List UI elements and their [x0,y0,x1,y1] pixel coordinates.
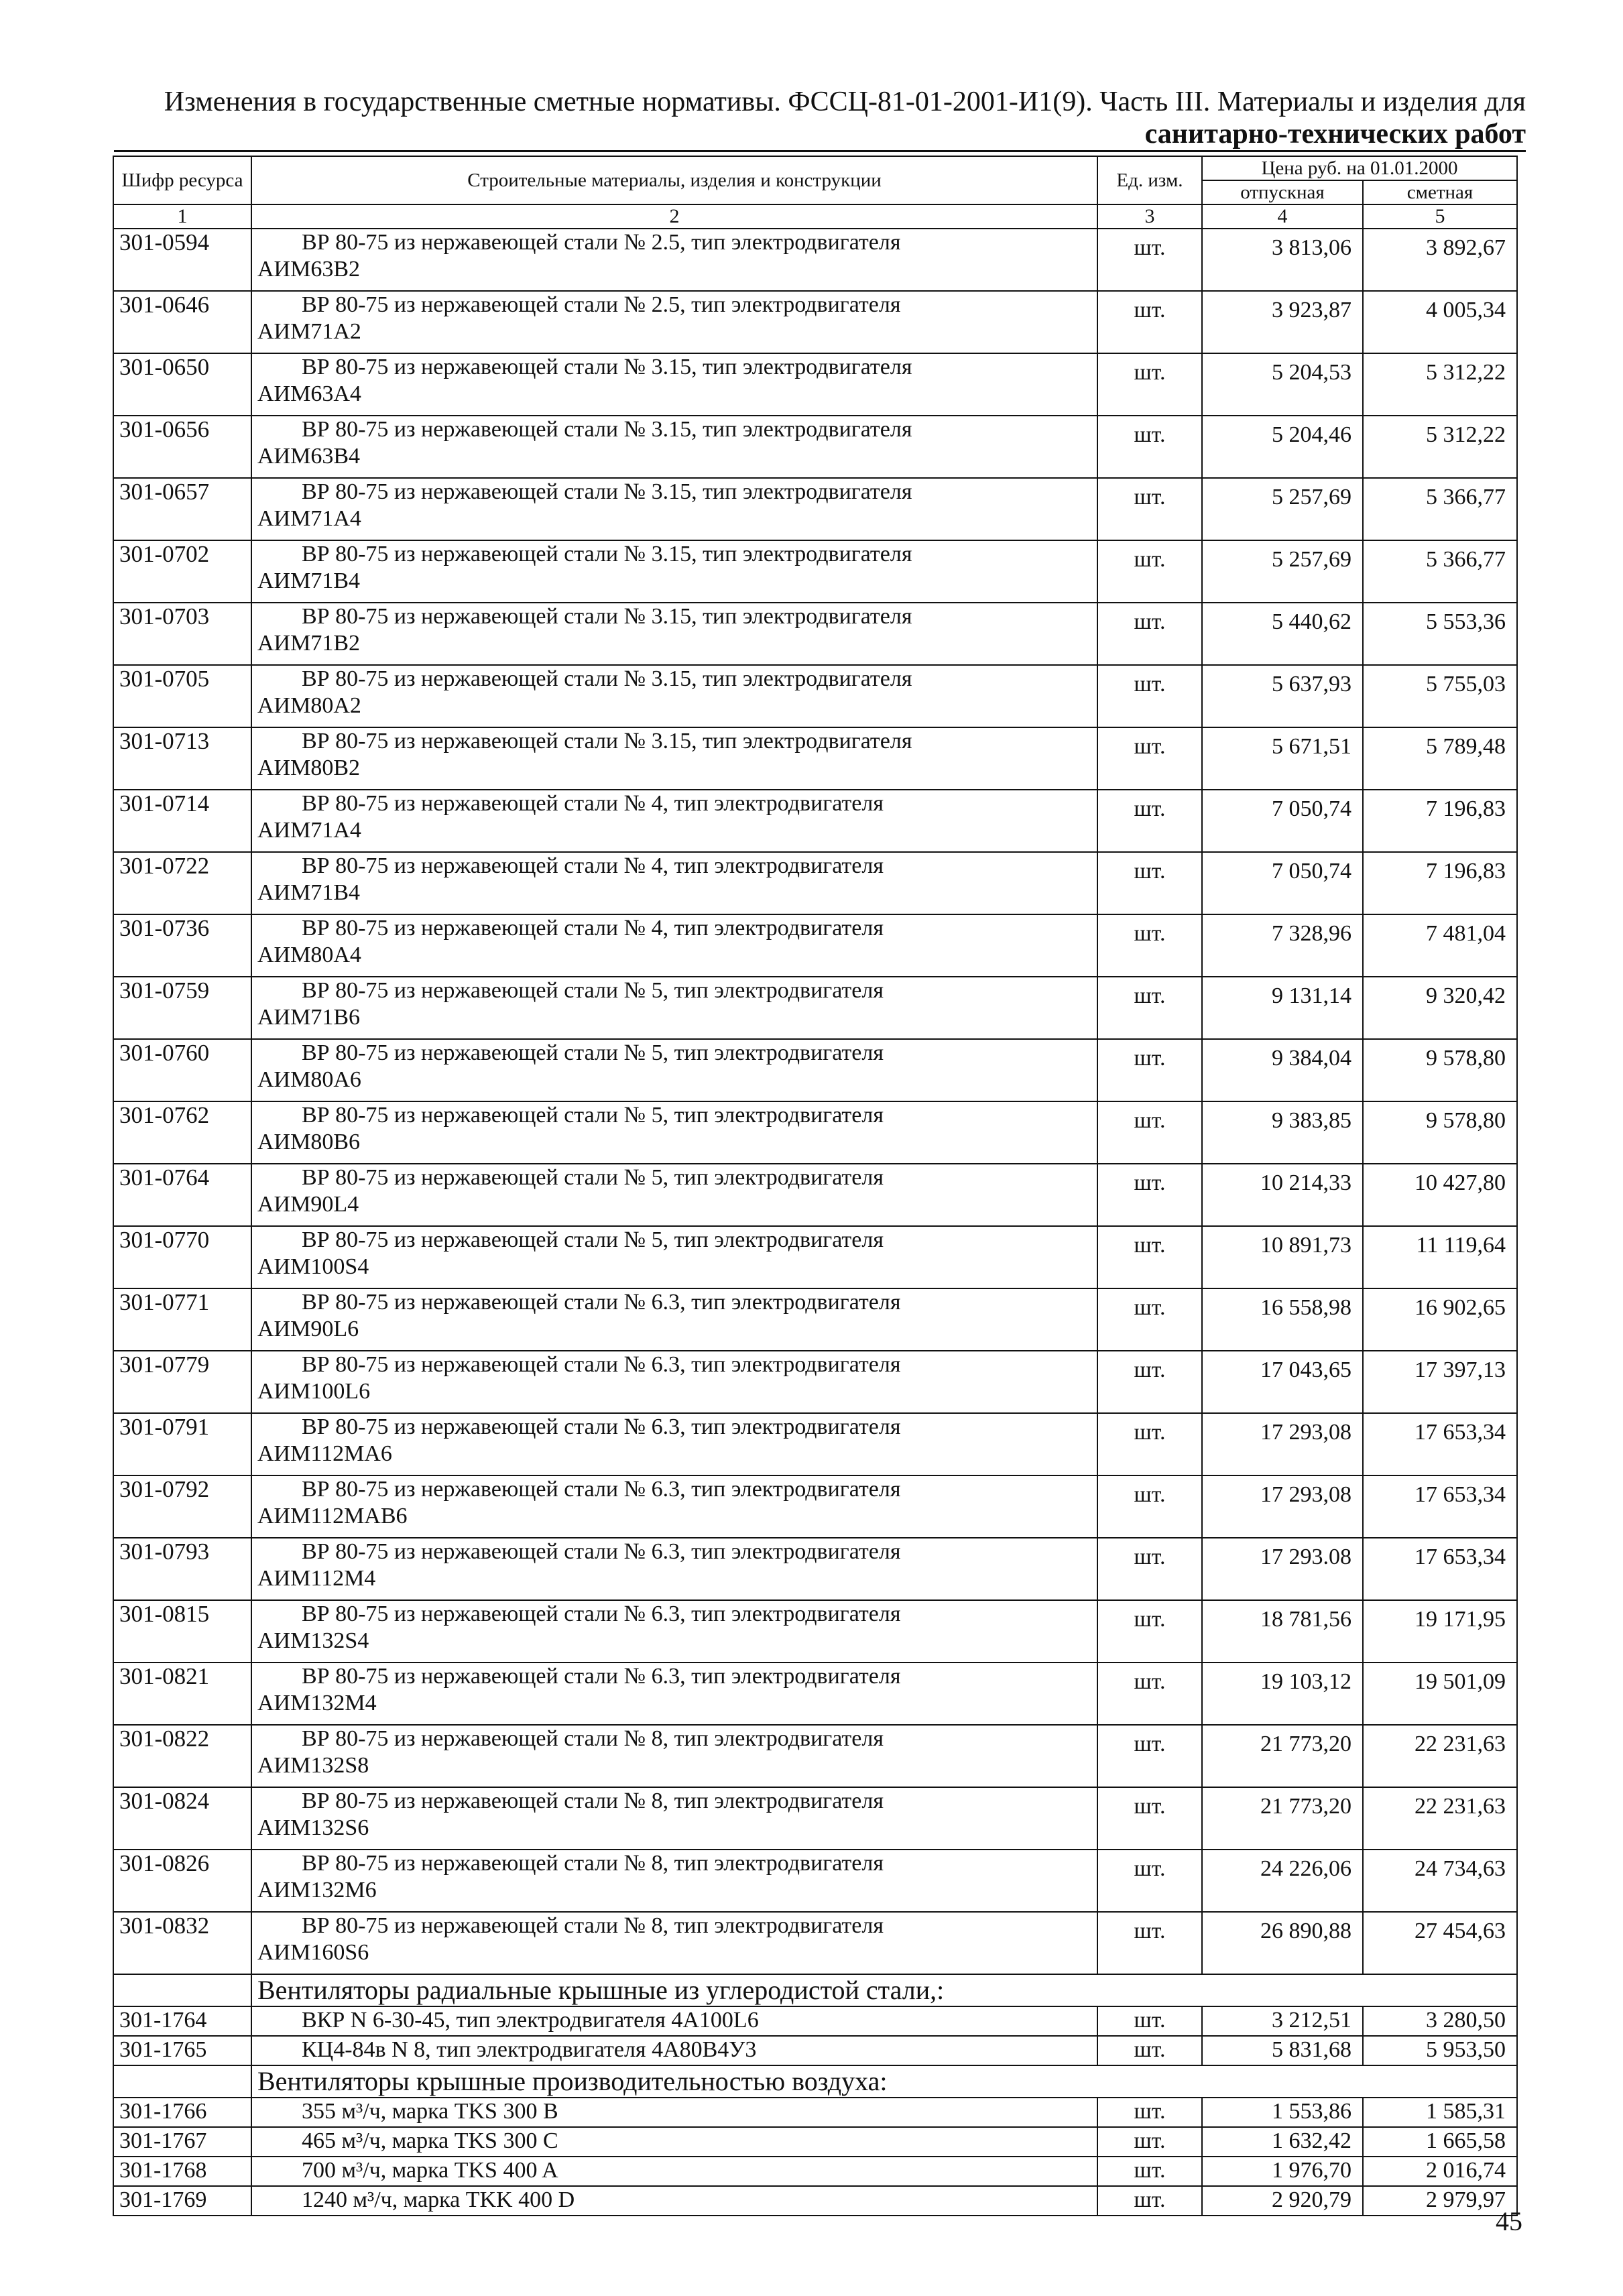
release-price: 9 131,14 [1202,977,1363,1039]
motor-type: АИМ160S6 [257,1940,369,1965]
unit: шт. [1097,1413,1202,1475]
resource-description [251,727,1097,790]
resource-description [251,852,1097,914]
resource-code: 301-0771 [113,1288,251,1351]
release-price: 18 781,56 [1202,1600,1363,1663]
description-line-1: ВР 80-75 из нержавеющей стали № 3.15, тип электродвигателя [302,417,912,442]
resource-description [251,1226,1097,1288]
table-row [113,1538,1517,1600]
release-price: 17 043,65 [1202,1351,1363,1413]
unit: шт. [1097,416,1202,478]
unit: шт. [1097,2098,1202,2127]
resource-description [251,291,1097,353]
resource-code: 301-0760 [113,1039,251,1101]
resource-code: 301-0759 [113,977,251,1039]
resource-description [251,229,1097,291]
motor-type: АИМ63В4 [257,444,361,469]
table-row [113,852,1517,914]
resource-code: 301-0793 [113,1538,251,1600]
group-header-row [113,2065,1517,2098]
release-price: 5 204,46 [1202,416,1363,478]
unit: шт. [1097,665,1202,727]
table-row [113,1600,1517,1663]
resource-description [251,665,1097,727]
description-line-1: ВР 80-75 из нержавеющей стали № 3.15, тип электродвигателя [302,479,912,504]
group-title: Вентиляторы радиальные крышные из углеродистой стали,: [251,1974,1517,2006]
estimate-price: 22 231,63 [1363,1787,1517,1850]
table-row [113,2127,1517,2157]
motor-type: АИМ80А4 [257,943,361,967]
motor-type: АИМ80В6 [257,1130,361,1154]
resource-code: 301-0713 [113,727,251,790]
description-line-1: ВР 80-75 из нержавеющей стали № 3.15, тип электродвигателя [302,604,912,629]
header-line-2: санитарно-технических работ [1144,119,1526,149]
description-line-1: ВР 80-75 из нержавеющей стали № 5, тип электродвигателя [302,978,884,1003]
table-row [113,1413,1517,1475]
release-price: 7 328,96 [1202,914,1363,977]
table-row [113,2157,1517,2186]
release-price: 21 773,20 [1202,1725,1363,1787]
group-header-row [113,1974,1517,2006]
unit: шт. [1097,1725,1202,1787]
release-price: 21 773,20 [1202,1787,1363,1850]
resource-code: 301-0650 [113,353,251,416]
resource-code: 301-0815 [113,1600,251,1663]
unit: шт. [1097,1101,1202,1164]
motor-type: АИМ71А2 [257,319,361,344]
description-line-1: ВР 80-75 из нержавеющей стали № 3.15, тип электродвигателя [302,542,912,566]
estimate-price: 9 578,80 [1363,1039,1517,1101]
resource-code: 301-1769 [113,2186,251,2216]
resource-description [251,1787,1097,1850]
column-number: 3 [1097,204,1202,229]
motor-type: АИМ132М4 [257,1691,377,1715]
resource-description [251,790,1097,852]
estimate-price: 2 016,74 [1363,2157,1517,2186]
resource-code: 301-1766 [113,2098,251,2127]
release-price: 3 212,51 [1202,2006,1363,2036]
description-line-1: ВР 80-75 из нержавеющей стали № 4, тип электродвигателя [302,791,884,816]
unit: шт. [1097,478,1202,540]
resource-code: 301-0736 [113,914,251,977]
resource-description [251,1039,1097,1101]
description-line-1: ВР 80-75 из нержавеющей стали № 3.15, тип электродвигателя [302,355,912,379]
estimate-price: 5 755,03 [1363,665,1517,727]
table-row [113,914,1517,977]
release-price: 5 204,53 [1202,353,1363,416]
resource-description [251,416,1097,478]
resource-code: 301-0824 [113,1787,251,1850]
resource-code: 301-0722 [113,852,251,914]
table-row [113,2186,1517,2216]
estimate-price: 5 312,22 [1363,353,1517,416]
description-line-1: ВР 80-75 из нержавеющей стали № 3.15, тип электродвигателя [302,729,912,753]
group-code-cell [113,2065,251,2098]
motor-type: АИМ63А4 [257,381,361,406]
resource-code: 301-0822 [113,1725,251,1787]
motor-type: АИМ100S4 [257,1254,369,1279]
release-price: 5 440,62 [1202,603,1363,665]
group-code-cell [113,1974,251,2006]
description-line-1: ВР 80-75 из нержавеющей стали № 2.5, тип электродвигателя [302,230,901,255]
description-line-1: ВР 80-75 из нержавеющей стали № 5, тип электродвигателя [302,1227,884,1252]
estimate-price: 22 231,63 [1363,1725,1517,1787]
table-row [113,665,1517,727]
release-price: 10 214,33 [1202,1164,1363,1226]
unit: шт. [1097,229,1202,291]
release-price: 26 890,88 [1202,1912,1363,1974]
motor-type: АИМ132S4 [257,1628,369,1653]
header-line-1: Изменения в государственные сметные нормативы. ФССЦ-81-01-2001-И1(9). Часть III. Материалы и изделия для [164,86,1526,117]
table-row [113,291,1517,353]
description-line-1: ВР 80-75 из нержавеющей стали № 8, тип электродвигателя [302,1789,884,1813]
estimate-price: 17 653,34 [1363,1538,1517,1600]
resource-description: 465 м³/ч, марка TKS 300 C [251,2127,1097,2157]
motor-type: АИМ71В4 [257,880,361,905]
resource-code: 301-0826 [113,1850,251,1912]
resource-code: 301-0779 [113,1351,251,1413]
release-price: 5 257,69 [1202,540,1363,603]
motor-type: АИМ90L4 [257,1192,359,1217]
resource-code: 301-0657 [113,478,251,540]
release-price: 7 050,74 [1202,790,1363,852]
estimate-price: 27 454,63 [1363,1912,1517,1974]
release-price: 1 976,70 [1202,2157,1363,2186]
resource-description [251,540,1097,603]
estimate-price: 19 171,95 [1363,1600,1517,1663]
unit: шт. [1097,727,1202,790]
unit: шт. [1097,2036,1202,2065]
estimate-price: 1 585,31 [1363,2098,1517,2127]
resource-description [251,1850,1097,1912]
resource-code: 301-0646 [113,291,251,353]
description-line-1: ВР 80-75 из нержавеющей стали № 8, тип электродвигателя [302,1913,884,1938]
header-release-price: отпускная [1202,180,1363,204]
description-line-1: ВР 80-75 из нержавеющей стали № 6.3, тип электродвигателя [302,1664,901,1689]
motor-type: АИМ71А4 [257,818,361,843]
unit: шт. [1097,1663,1202,1725]
motor-type: АИМ112МА6 [257,1441,392,1466]
description-line-1: ВР 80-75 из нержавеющей стали № 8, тип электродвигателя [302,1851,884,1876]
estimate-price: 5 312,22 [1363,416,1517,478]
column-number: 5 [1363,204,1517,229]
motor-type: АИМ132S6 [257,1815,369,1840]
column-number: 4 [1202,204,1363,229]
motor-type: АИМ100L6 [257,1379,371,1404]
resource-code: 301-0821 [113,1663,251,1725]
unit: шт. [1097,790,1202,852]
resource-code: 301-0703 [113,603,251,665]
release-price: 3 813,06 [1202,229,1363,291]
motor-type: АИМ71В6 [257,1005,361,1030]
table-row [113,603,1517,665]
header-price: Цена руб. на 01.01.2000 [1202,156,1517,180]
estimate-price: 9 320,42 [1363,977,1517,1039]
unit: шт. [1097,603,1202,665]
resource-description [251,1351,1097,1413]
unit: шт. [1097,1912,1202,1974]
header-code: Шифр ресурса [113,156,251,204]
release-price: 17 293,08 [1202,1475,1363,1538]
unit: шт. [1097,1538,1202,1600]
description-line-1: ВР 80-75 из нержавеющей стали № 6.3, тип электродвигателя [302,1602,901,1626]
unit: шт. [1097,1351,1202,1413]
release-price: 3 923,87 [1202,291,1363,353]
estimate-price: 17 397,13 [1363,1351,1517,1413]
release-price: 1 553,86 [1202,2098,1363,2127]
estimate-price: 9 578,80 [1363,1101,1517,1164]
description-line-1: ВР 80-75 из нержавеющей стали № 6.3, тип электродвигателя [302,1539,901,1564]
release-price: 7 050,74 [1202,852,1363,914]
table-row [113,1663,1517,1725]
release-price: 17 293,08 [1202,1413,1363,1475]
resource-code: 301-0762 [113,1101,251,1164]
estimate-price: 3 892,67 [1363,229,1517,291]
resource-code: 301-1768 [113,2157,251,2186]
release-price: 2 920,79 [1202,2186,1363,2216]
unit: шт. [1097,914,1202,977]
header-description: Строительные материалы, изделия и конструкции [251,156,1097,204]
estimate-price: 4 005,34 [1363,291,1517,353]
table-row [113,1039,1517,1101]
unit: шт. [1097,2127,1202,2157]
estimate-price: 2 979,97 [1363,2186,1517,2216]
release-price: 24 226,06 [1202,1850,1363,1912]
unit: шт. [1097,1164,1202,1226]
unit: шт. [1097,2157,1202,2186]
release-price: 10 891,73 [1202,1226,1363,1288]
resource-table [113,156,1518,2216]
motor-type: АИМ112МАВ6 [257,1504,408,1528]
table-row [113,416,1517,478]
resource-description: 355 м³/ч, марка TKS 300 B [251,2098,1097,2127]
release-price: 9 384,04 [1202,1039,1363,1101]
motor-type: АИМ63В2 [257,257,361,282]
resource-description [251,1538,1097,1600]
description-line-1: ВР 80-75 из нержавеющей стали № 6.3, тип электродвигателя [302,1477,901,1502]
unit: шт. [1097,1787,1202,1850]
group-title: Вентиляторы крышные производительностью воздуха: [251,2065,1517,2098]
unit: шт. [1097,540,1202,603]
table-row [113,1226,1517,1288]
table-row [113,2098,1517,2127]
release-price: 16 558,98 [1202,1288,1363,1351]
release-price: 17 293.08 [1202,1538,1363,1600]
description-line-1: ВР 80-75 из нержавеющей стали № 2.5, тип электродвигателя [302,292,901,317]
resource-code: 301-0714 [113,790,251,852]
unit: шт. [1097,2186,1202,2216]
table-row [113,540,1517,603]
header-unit: Ед. изм. [1097,156,1202,204]
release-price: 5 671,51 [1202,727,1363,790]
table-row [113,1101,1517,1164]
table-row [113,727,1517,790]
description-line-1: ВР 80-75 из нержавеющей стали № 5, тип электродвигателя [302,1165,884,1190]
resource-description [251,1600,1097,1663]
unit: шт. [1097,1226,1202,1288]
resource-description [251,478,1097,540]
resource-code: 301-0792 [113,1475,251,1538]
column-number: 1 [113,204,251,229]
estimate-price: 5 366,77 [1363,478,1517,540]
resource-description: 1240 м³/ч, марка TKK 400 D [251,2186,1097,2216]
resource-description: КЦ4-84в N 8, тип электродвигателя 4А80В4У3 [251,2036,1097,2065]
description-line-1: ВР 80-75 из нержавеющей стали № 6.3, тип электродвигателя [302,1352,901,1377]
page-header [114,86,1526,150]
motor-type: АИМ80А6 [257,1067,361,1092]
motor-type: АИМ132М6 [257,1878,377,1902]
release-price: 5 831,68 [1202,2036,1363,2065]
estimate-price: 1 665,58 [1363,2127,1517,2157]
estimate-price: 10 427,80 [1363,1164,1517,1226]
table-row [113,229,1517,291]
unit: шт. [1097,1475,1202,1538]
motor-type: АИМ112М4 [257,1566,376,1591]
table-row [113,977,1517,1039]
estimate-price: 3 280,50 [1363,2006,1517,2036]
estimate-price: 7 481,04 [1363,914,1517,977]
resource-code: 301-0770 [113,1226,251,1288]
release-price: 5 257,69 [1202,478,1363,540]
description-line-1: ВР 80-75 из нержавеющей стали № 6.3, тип электродвигателя [302,1290,901,1315]
motor-type: АИМ80А2 [257,693,361,718]
estimate-price: 7 196,83 [1363,852,1517,914]
resource-code: 301-1764 [113,2006,251,2036]
resource-description [251,1164,1097,1226]
resource-code: 301-1767 [113,2127,251,2157]
resource-description: ВКР N 6-30-45, тип электродвигателя 4А100L6 [251,2006,1097,2036]
header-rule [114,150,1526,152]
table-row [113,353,1517,416]
unit: шт. [1097,1288,1202,1351]
table-row [113,2006,1517,2036]
resource-code: 301-0656 [113,416,251,478]
unit: шт. [1097,2006,1202,2036]
release-price: 1 632,42 [1202,2127,1363,2157]
resource-code: 301-0832 [113,1912,251,1974]
motor-type: АИМ90L6 [257,1317,359,1341]
table-row [113,1850,1517,1912]
description-line-1: ВР 80-75 из нержавеющей стали № 6.3, тип электродвигателя [302,1414,901,1439]
items-body [113,229,1517,2216]
resource-description [251,603,1097,665]
page-number: 45 [1496,2206,1522,2236]
resource-description [251,1413,1097,1475]
motor-type: АИМ80В2 [257,756,361,780]
estimate-price: 7 196,83 [1363,790,1517,852]
resource-description [251,1663,1097,1725]
estimate-price: 5 953,50 [1363,2036,1517,2065]
resource-description [251,1725,1097,1787]
estimate-price: 5 366,77 [1363,540,1517,603]
motor-type: АИМ132S8 [257,1753,369,1778]
estimate-price: 16 902,65 [1363,1288,1517,1351]
resource-description [251,1475,1097,1538]
estimate-price: 5 553,36 [1363,603,1517,665]
estimate-price: 17 653,34 [1363,1475,1517,1538]
resource-description [251,914,1097,977]
resource-description [251,1288,1097,1351]
unit: шт. [1097,977,1202,1039]
description-line-1: ВР 80-75 из нержавеющей стали № 4, тип электродвигателя [302,853,884,878]
table-row [113,1351,1517,1413]
table-row [113,1912,1517,1974]
release-price: 19 103,12 [1202,1663,1363,1725]
resource-description: 700 м³/ч, марка TKS 400 A [251,2157,1097,2186]
table-row [113,790,1517,852]
release-price: 9 383,85 [1202,1101,1363,1164]
unit: шт. [1097,1600,1202,1663]
table-row [113,2036,1517,2065]
unit: шт. [1097,1039,1202,1101]
unit: шт. [1097,291,1202,353]
table-row [113,1787,1517,1850]
estimate-price: 24 734,63 [1363,1850,1517,1912]
unit: шт. [1097,353,1202,416]
table-row [113,1475,1517,1538]
description-line-1: ВР 80-75 из нержавеющей стали № 8, тип электродвигателя [302,1726,884,1751]
resource-code: 301-0791 [113,1413,251,1475]
release-price: 5 637,93 [1202,665,1363,727]
motor-type: АИМ71В4 [257,568,361,593]
table-row [113,1288,1517,1351]
column-number: 2 [251,204,1097,229]
motor-type: АИМ71В2 [257,631,361,656]
resource-description [251,977,1097,1039]
motor-type: АИМ71А4 [257,506,361,531]
description-line-1: ВР 80-75 из нержавеющей стали № 3.15, тип электродвигателя [302,666,912,691]
resource-code: 301-0705 [113,665,251,727]
resource-code: 301-1765 [113,2036,251,2065]
header-estimate-price: сметная [1363,180,1517,204]
resource-description [251,1912,1097,1974]
description-line-1: ВР 80-75 из нержавеющей стали № 5, тип электродвигателя [302,1103,884,1128]
resource-code: 301-0764 [113,1164,251,1226]
table-row [113,1725,1517,1787]
resource-code: 301-0594 [113,229,251,291]
description-line-1: ВР 80-75 из нержавеющей стали № 4, тип электродвигателя [302,916,884,941]
description-line-1: ВР 80-75 из нержавеющей стали № 5, тип электродвигателя [302,1040,884,1065]
resource-code: 301-0702 [113,540,251,603]
estimate-price: 19 501,09 [1363,1663,1517,1725]
column-number-row [113,204,1517,229]
unit: шт. [1097,1850,1202,1912]
estimate-price: 5 789,48 [1363,727,1517,790]
estimate-price: 17 653,34 [1363,1413,1517,1475]
unit: шт. [1097,852,1202,914]
table-row [113,1164,1517,1226]
resource-description [251,353,1097,416]
estimate-price: 11 119,64 [1363,1226,1517,1288]
resource-description [251,1101,1097,1164]
table-row [113,478,1517,540]
